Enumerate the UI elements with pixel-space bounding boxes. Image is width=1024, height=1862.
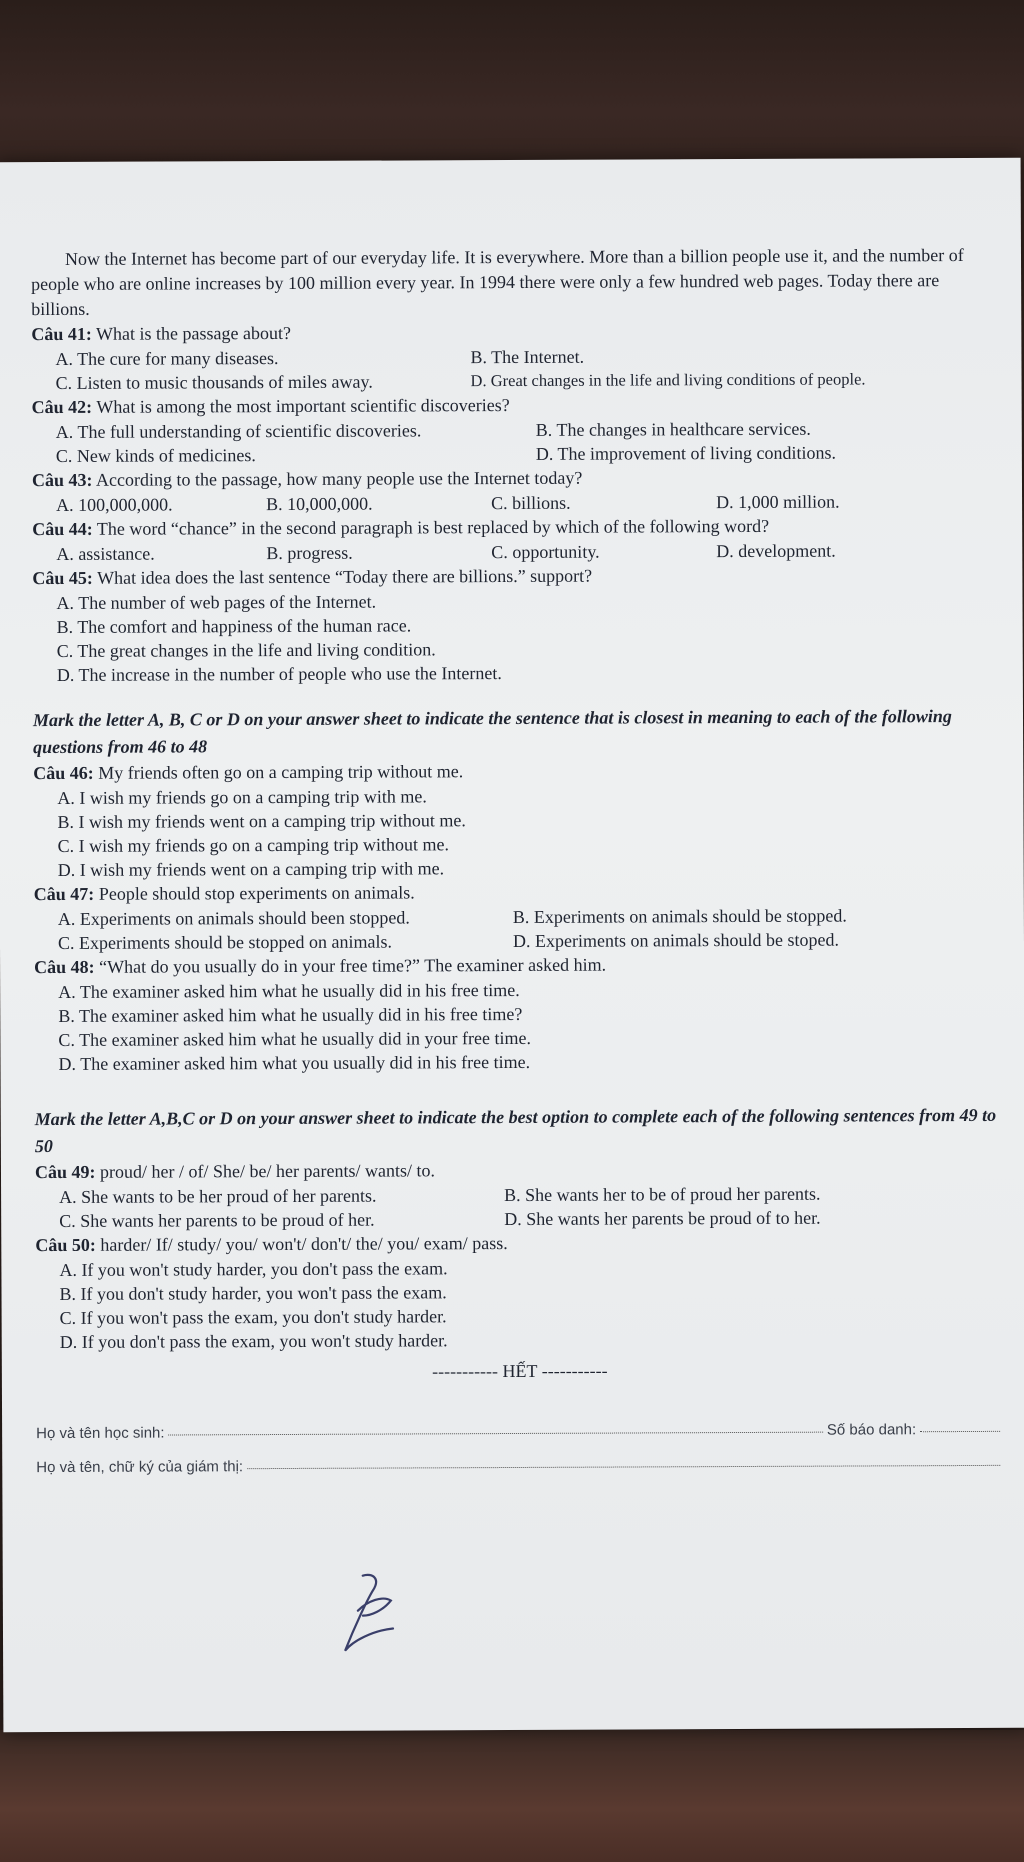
option-d: D. The improvement of living conditions. [535,442,837,464]
option-d: D. If you don't pass the exam, you won't study harder. [59,1330,448,1352]
option-b: B. The comfort and happiness of the human race. [56,615,412,637]
option-a: A. The full understanding of scientific discoveries. [55,420,422,442]
option-a: A. assistance. [56,543,155,564]
option-a: A. 100,000,000. [56,494,173,515]
question-41: Câu 41: What is the passage about? [31,322,292,345]
question-44: Câu 44: The word “chance” in the second paragraph is best replaced by which of the following word? [32,515,770,540]
section-instruction-46-48: Mark the letter A, B, C or D on your answer sheet to indicate the sentence that is closest in meaning to each of the following questions from 46 to 48 [32,706,952,758]
option-c: C. billions. [491,492,571,514]
option-a: A. The number of web pages of the Internet. [56,591,377,613]
option-b: B. She wants her to be of proud her parents. [504,1183,821,1206]
option-b: B. The examiner asked him what he usually did in his free time? [58,1003,523,1026]
option-b: B. The Internet. [470,346,585,368]
option-d: D. The examiner asked him what you usually did in his free time. [58,1051,531,1074]
option-a: A. If you won't study harder, you don't pass the exam. [59,1258,448,1280]
option-c: C. New kinds of medicines. [55,445,256,466]
option-d: D. 1,000 million. [716,491,840,513]
exam-paper [0,158,1024,1732]
option-b: B. Experiments on animals should be stopped. [512,905,847,927]
option-b: B. progress. [266,542,353,564]
option-a: A. Experiments on animals should been stopped. [57,907,410,929]
option-c: C. Experiments should be stopped on animals. [57,931,392,953]
end-mark: ----------- HẾT ----------- [432,1360,608,1382]
reading-passage: Now the Internet has become part of our everyday life. It is everywhere. More than a billion people use it, and the number of people who are online increases by 100 million every year. In 1994 there were only a few hundred web pages. Today there are billions. [31,245,964,320]
option-d: D. Great changes in the life and living conditions of people. [470,369,866,391]
option-d: D. The increase in the number of people who use the Internet. [56,663,502,685]
question-42: Câu 42: What is among the most important scientific discoveries? [31,395,510,418]
option-a: A. I wish my friends go on a camping trip with me. [57,786,427,808]
option-c: C. The examiner asked him what he usually did in your free time. [58,1027,531,1050]
option-b: B. I wish my friends went on a camping trip without me. [57,810,466,832]
option-c: C. If you won't pass the exam, you don't study harder. [59,1306,447,1328]
student-name-label: Họ và tên học sinh: [36,1424,165,1443]
candidate-number-line [920,1431,1000,1432]
option-b: B. 10,000,000. [266,493,373,515]
question-49: Câu 49: proud/ her / of/ She/ be/ her parents/ wants/ to. [34,1160,435,1183]
question-47: Câu 47: People should stop experiments on animals. [33,882,415,905]
option-c: C. She wants her parents to be proud of her. [59,1209,375,1231]
question-45: Câu 45: What idea does the last sentence “Today there are billions.” support? [32,565,593,589]
option-a: A. She wants to be her proud of her parents. [59,1185,377,1207]
option-c: C. I wish my friends go on a camping trip without me. [57,834,450,856]
option-d: D. I wish my friends went on a camping trip with me. [57,858,445,880]
proctor-line [247,1465,1000,1469]
exam-footer [36,1404,1004,1476]
question-46: Câu 46: My friends often go on a camping trip without me. [33,761,464,784]
option-d: D. She wants her parents be proud of to her. [504,1207,821,1230]
exam-content [31,243,1004,1476]
proctor-signature [333,1570,413,1660]
option-b: B. If you don't study harder, you won't pass the exam. [59,1282,447,1304]
question-43: Câu 43: According to the passage, how many people use the Internet today? [31,467,583,491]
option-c: C. opportunity. [491,541,600,563]
option-b: B. The changes in healthcare services. [535,418,811,440]
option-d: D. Experiments on animals should be stoped. [512,929,839,951]
student-name-line [169,1432,823,1436]
proctor-label: Họ và tên, chữ ký của giám thị: [36,1458,244,1477]
candidate-number-label: Số báo danh: [826,1421,917,1439]
option-d: D. development. [716,540,836,562]
option-c: C. Listen to music thousands of miles away. [55,371,373,393]
question-48: Câu 48: “What do you usually do in your free time?” The examiner asked him. [34,954,607,978]
option-c: C. The great changes in the life and living condition. [56,639,436,661]
option-a: A. The cure for many diseases. [55,348,279,369]
question-50: Câu 50: harder/ If/ study/ you/ won't/ don't/ the/ you/ exam/ pass. [35,1233,508,1256]
table-background [0,1730,1024,1862]
section-instruction-49-50: Mark the letter A,B,C or D on your answer sheet to indicate the best option to complete each of the following sentences from 49 to 50 [34,1104,997,1157]
option-a: A. The examiner asked him what he usually did in his free time. [58,979,520,1002]
